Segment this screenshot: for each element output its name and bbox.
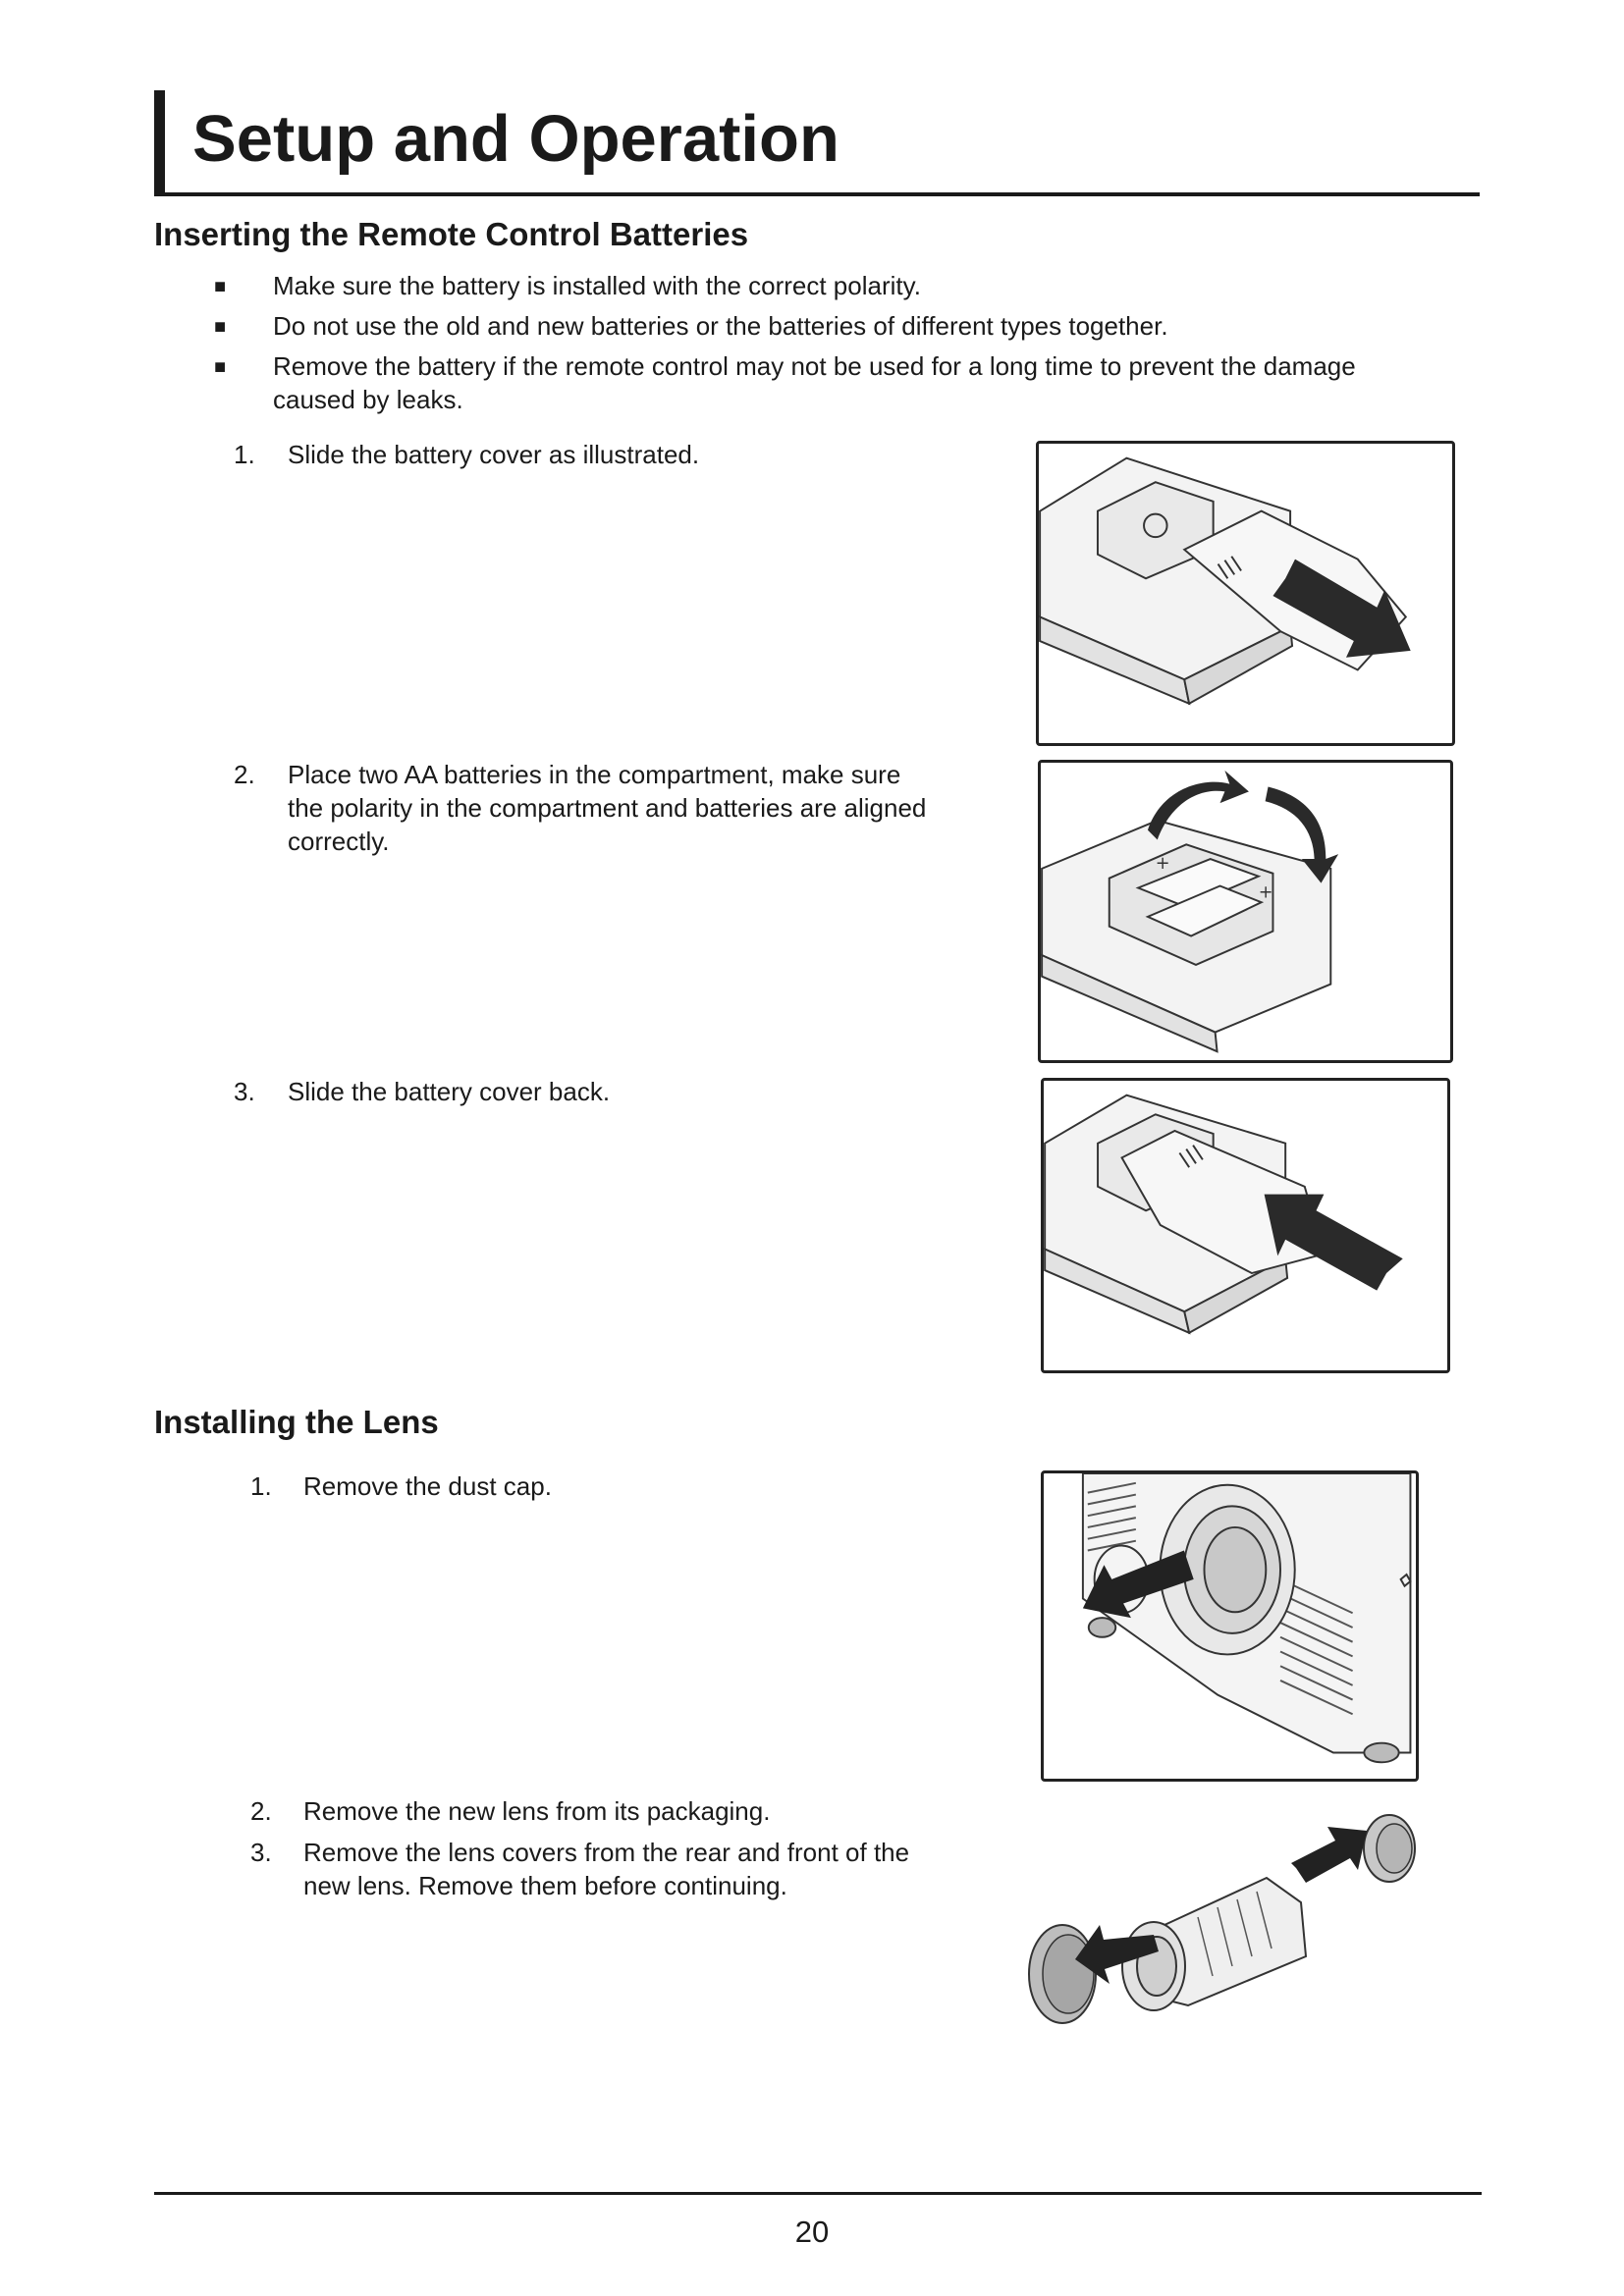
- step-number: 3.: [250, 1838, 272, 1867]
- step-number: 1.: [234, 440, 255, 469]
- bullet-text: Remove the battery if the remote control may not be used for a long time to prevent the damage: [273, 351, 1356, 381]
- step-text: Slide the battery cover back.: [288, 1077, 611, 1106]
- projector-dust-cap-illustration: [1044, 1473, 1416, 1779]
- svg-text:+: +: [1155, 853, 1170, 874]
- bullet-text: Make sure the battery is installed with the correct polarity.: [273, 271, 921, 300]
- page-number: 20: [794, 2215, 830, 2249]
- step-text: the polarity in the compartment and batteries are aligned: [288, 793, 927, 823]
- bullet-marker: ■: [214, 276, 227, 297]
- bullet-text: Do not use the old and new batteries or the batteries of different types together.: [273, 311, 1168, 341]
- step-text: correctly.: [288, 827, 390, 856]
- step-number: 2.: [234, 760, 255, 789]
- step-number: 3.: [234, 1077, 255, 1106]
- step-number: 1.: [250, 1471, 272, 1501]
- title-accent-bar: [154, 90, 165, 196]
- page-title: Setup and Operation: [192, 102, 839, 176]
- remote-insert-batteries-illustration: [1041, 763, 1450, 1060]
- remote-slide-cover-illustration: [1039, 444, 1452, 743]
- step-text: Place two AA batteries in the compartment, make sure: [288, 760, 901, 789]
- footer-rule: [154, 2192, 1482, 2195]
- lens-covers-figure: [1021, 1809, 1424, 2030]
- step-text: Remove the lens covers from the rear and front of the: [303, 1838, 910, 1867]
- step-number: 2.: [250, 1796, 272, 1826]
- lens-covers-illustration: [1021, 1809, 1424, 2030]
- remote-replace-cover-illustration: [1044, 1081, 1447, 1370]
- remote-insert-batteries-figure: [1038, 760, 1453, 1063]
- step-text: new lens. Remove them before continuing.: [303, 1871, 787, 1900]
- remote-replace-cover-figure: [1041, 1078, 1450, 1373]
- step-text: Remove the new lens from its packaging.: [303, 1796, 771, 1826]
- svg-text:+: +: [1258, 882, 1273, 903]
- bullet-text-continued: caused by leaks.: [273, 385, 463, 414]
- bullet-marker: ■: [214, 356, 227, 378]
- step-text: Remove the dust cap.: [303, 1471, 552, 1501]
- section-heading-batteries: Inserting the Remote Control Batteries: [154, 216, 749, 252]
- step-text: Slide the battery cover as illustrated.: [288, 440, 700, 469]
- bullet-marker: ■: [214, 316, 227, 338]
- remote-slide-cover-figure: [1036, 441, 1455, 746]
- section-heading-lens: Installing the Lens: [154, 1404, 439, 1440]
- projector-dust-cap-figure: [1041, 1470, 1419, 1782]
- title-rule: [154, 192, 1480, 196]
